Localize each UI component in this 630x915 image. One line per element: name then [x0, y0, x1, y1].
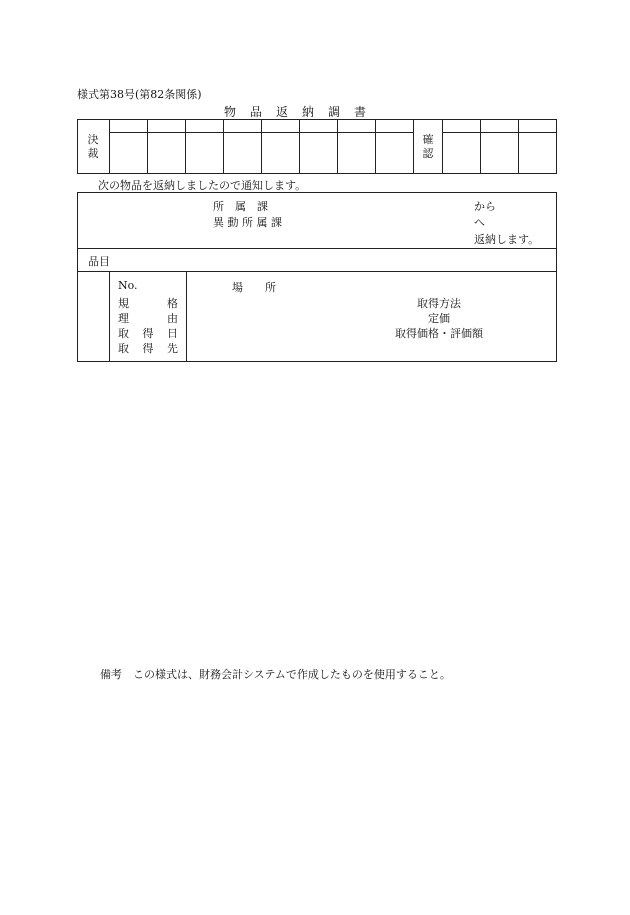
remarks-text: 備考 この様式は、財務会計システムで作成したものを使用すること。 — [100, 668, 451, 681]
document-title: 物 品 返 納 調 書 — [224, 105, 368, 119]
he-text: へ — [474, 216, 485, 229]
form-number: 様式第38号(第82条関係) — [77, 88, 202, 101]
no-label: No. — [118, 279, 138, 292]
shutokusaki-label: 取 得 先 — [118, 342, 178, 355]
riyuu-label: 理 由 — [118, 312, 178, 325]
intro-text: 次の物品を返納しましたので通知します。 — [98, 179, 307, 192]
hennou-text: 返納します。 — [474, 233, 540, 246]
kikaku-label: 規 格 — [118, 297, 178, 310]
teika-label: 定価 — [428, 312, 450, 325]
shozoku-label: 所 属 課 — [213, 200, 268, 213]
basho-label: 場 所 — [232, 281, 276, 294]
kakaku-label: 取得価格・評価額 — [395, 327, 483, 340]
shutoku-houhou-label: 取得方法 — [417, 297, 461, 310]
kara-text: から — [474, 200, 496, 213]
shutokubi-label: 取 得 日 — [118, 327, 178, 340]
kessai-label: 決裁 — [87, 133, 99, 160]
kakunin-label: 確認 — [422, 133, 434, 160]
approval-table — [77, 119, 557, 174]
item-label: 品目 — [88, 255, 110, 268]
idou-label: 異 動 所 属 課 — [213, 216, 282, 229]
